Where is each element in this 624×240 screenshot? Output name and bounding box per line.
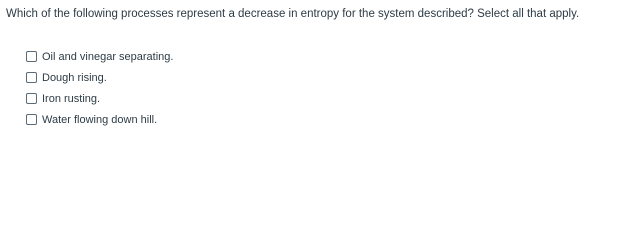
checkbox[interactable]	[26, 93, 37, 104]
checkbox[interactable]	[26, 72, 37, 83]
answer-option-oil-vinegar[interactable]	[26, 46, 173, 67]
answer-option-dough-rising[interactable]	[26, 67, 173, 88]
answer-option-label: Dough rising.	[42, 71, 107, 84]
answer-option-label: Water flowing down hill.	[42, 113, 158, 126]
answer-option-label: Iron rusting.	[42, 92, 101, 105]
question-prompt: Which of the following processes represent a decrease in entropy for the system described? Select all that apply.	[6, 8, 580, 20]
answer-option-label: Oil and vinegar separating.	[42, 50, 174, 63]
answer-option-water-flowing[interactable]	[26, 109, 173, 130]
answer-options	[26, 46, 173, 130]
question-block	[6, 6, 618, 22]
answer-option-iron-rusting[interactable]	[26, 88, 173, 109]
checkbox[interactable]	[26, 51, 37, 62]
checkbox[interactable]	[26, 114, 37, 125]
